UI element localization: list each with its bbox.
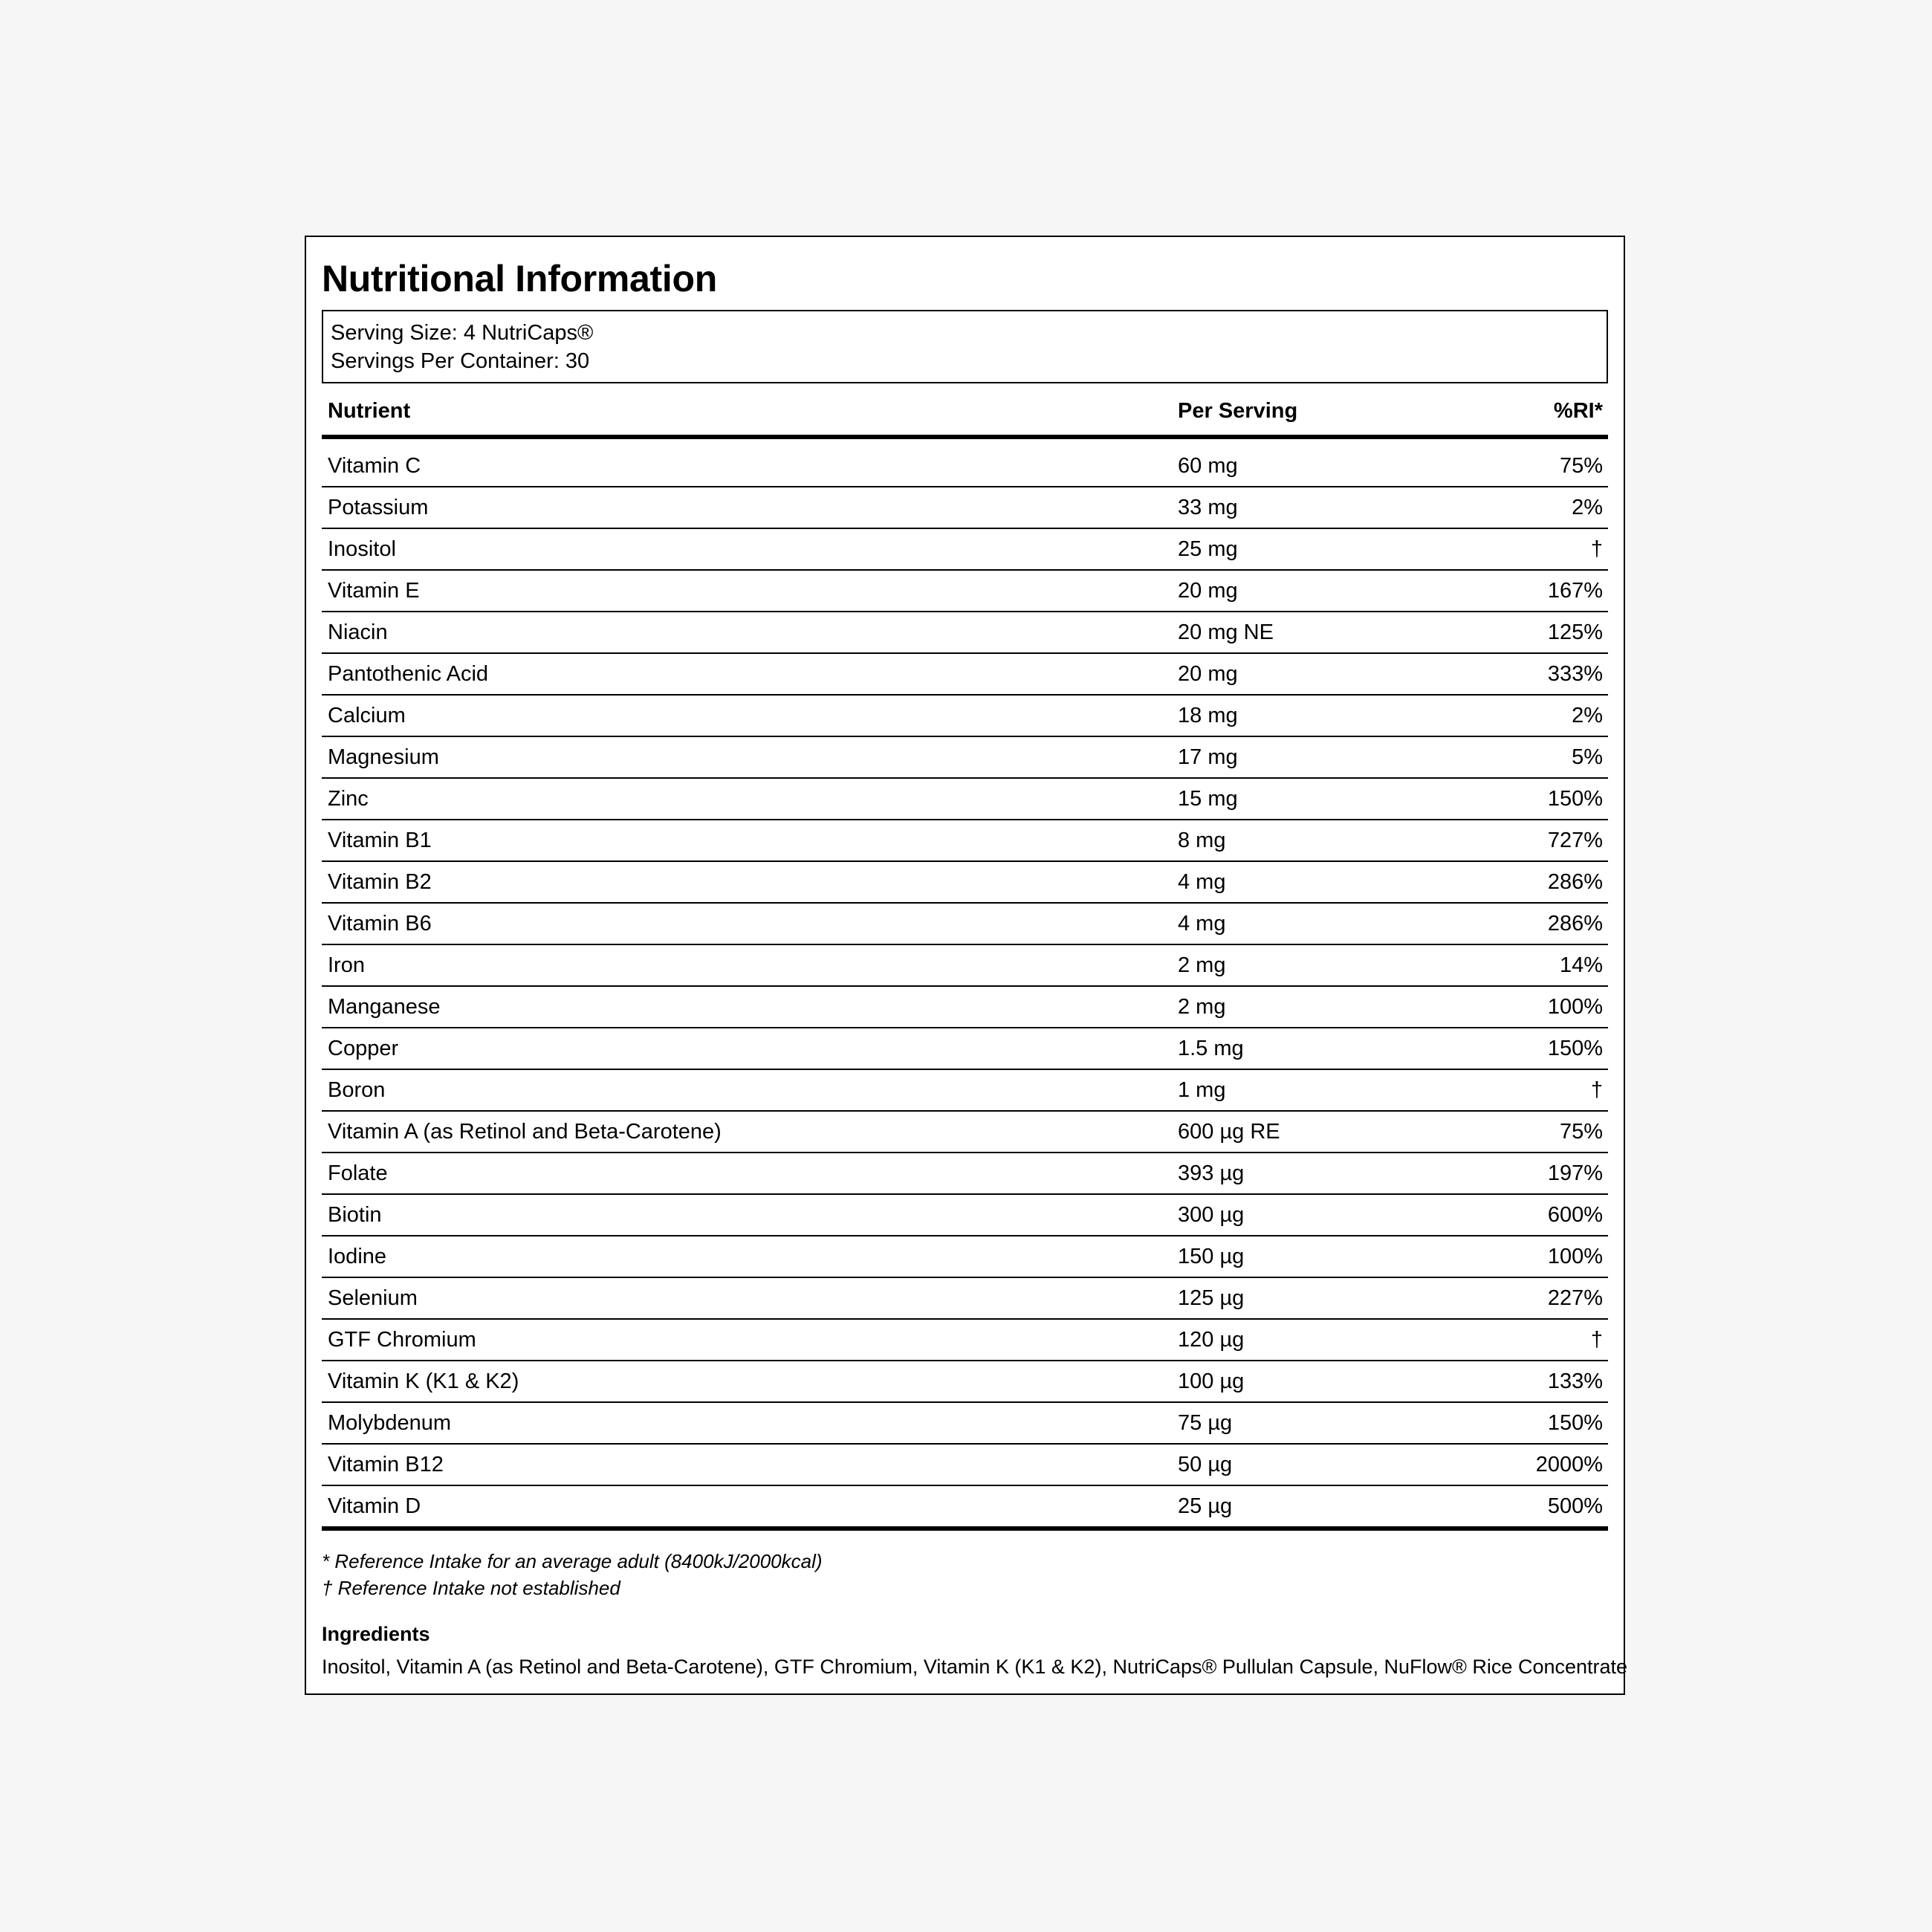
nutrient-ri: 14% [1559, 953, 1603, 977]
nutrient-name: Vitamin A (as Retinol and Beta-Carotene) [328, 1119, 722, 1144]
nutrient-amount: 20 mg NE [1178, 620, 1274, 644]
table-row [322, 1195, 1608, 1236]
nutrition-panel [305, 236, 1628, 1695]
nutrient-name: Folate [328, 1161, 388, 1185]
nutrient-table-body [322, 446, 1608, 1531]
table-row [322, 1236, 1608, 1278]
nutrient-amount: 50 µg [1178, 1452, 1233, 1476]
nutrient-amount: 1 mg [1178, 1077, 1226, 1102]
servings-per-container: Servings Per Container: 30 [331, 349, 590, 373]
table-row [322, 529, 1608, 571]
nutrient-name: Vitamin B12 [328, 1452, 444, 1476]
table-row [322, 1320, 1608, 1361]
table-row [322, 571, 1608, 612]
table-row [322, 904, 1608, 945]
nutrient-amount: 60 mg [1178, 453, 1238, 478]
nutrient-ri: 150% [1547, 1036, 1603, 1060]
table-row [322, 987, 1608, 1028]
table-row [322, 487, 1608, 529]
table-row [322, 1153, 1608, 1195]
nutrient-name: Potassium [328, 495, 429, 519]
table-header [322, 383, 1608, 439]
nutrient-amount: 2 mg [1178, 994, 1226, 1019]
page-title: Nutritional Information [322, 258, 717, 299]
nutrient-amount: 600 µg RE [1178, 1119, 1280, 1144]
ri-footnote: * Reference Intake for an average adult (8400kJ/2000kcal) [322, 1550, 823, 1572]
table-row [322, 779, 1608, 820]
nutrient-ri: 2% [1572, 703, 1603, 727]
nutrient-amount: 125 µg [1178, 1286, 1245, 1310]
nutrient-ri: † [1590, 1327, 1603, 1352]
nutrient-amount: 20 mg [1178, 661, 1238, 686]
nutrient-name: Magnesium [328, 745, 439, 769]
table-row [322, 654, 1608, 696]
nutrient-name: Vitamin C [328, 453, 421, 478]
nutrient-amount: 75 µg [1178, 1410, 1233, 1435]
nutrient-amount: 120 µg [1178, 1327, 1245, 1352]
table-row [322, 1403, 1608, 1445]
nutrient-ri: 286% [1547, 911, 1603, 936]
nutrient-amount: 33 mg [1178, 495, 1238, 519]
dagger-footnote: † Reference Intake not established [322, 1577, 620, 1599]
nutrient-amount: 18 mg [1178, 703, 1238, 727]
nutrient-name: Vitamin B6 [328, 911, 432, 936]
table-row [322, 862, 1608, 904]
nutrient-ri: 75% [1559, 1119, 1603, 1144]
serving-size: Serving Size: 4 NutriCaps® [331, 321, 594, 345]
nutrient-amount: 17 mg [1178, 745, 1238, 769]
nutrient-amount: 4 mg [1178, 869, 1226, 894]
ingredients-list: Inositol, Vitamin A (as Retinol and Beta-Carotene), GTF Chromium, Vitamin K (K1 & K2), NutriCaps® Pullulan Capsule, NuFlow® Rice Concentrate [322, 1656, 1628, 1678]
nutrient-ri: 5% [1572, 745, 1603, 769]
nutrient-name: Iodine [328, 1244, 387, 1268]
table-row [322, 1361, 1608, 1403]
nutrient-amount: 25 µg [1178, 1494, 1233, 1518]
nutrient-name: Niacin [328, 620, 388, 644]
nutrient-name: GTF Chromium [328, 1327, 476, 1352]
nutrient-ri: 150% [1547, 786, 1603, 811]
nutrient-name: Manganese [328, 994, 441, 1019]
table-row [322, 1445, 1608, 1486]
nutrient-ri: 100% [1547, 994, 1603, 1019]
nutrient-amount: 393 µg [1178, 1161, 1245, 1185]
nutrient-ri: 167% [1547, 578, 1603, 603]
nutrient-ri: 2000% [1535, 1452, 1603, 1476]
nutrient-amount: 4 mg [1178, 911, 1226, 936]
nutrient-name: Zinc [328, 786, 369, 811]
nutrient-name: Vitamin D [328, 1494, 421, 1518]
nutrient-amount: 25 mg [1178, 537, 1238, 561]
nutrient-amount: 100 µg [1178, 1369, 1245, 1393]
table-row [322, 696, 1608, 737]
nutrient-ri: 2% [1572, 495, 1603, 519]
nutrient-name: Vitamin E [328, 578, 420, 603]
header-per-serving: Per Serving [1178, 398, 1298, 423]
nutrient-amount: 8 mg [1178, 828, 1226, 852]
nutrient-name: Molybdenum [328, 1410, 452, 1435]
table-row [322, 1278, 1608, 1320]
table-row [322, 446, 1608, 487]
nutrient-ri: † [1590, 537, 1603, 561]
table-row [322, 1028, 1608, 1070]
nutrient-amount: 15 mg [1178, 786, 1238, 811]
nutrient-ri: 286% [1547, 869, 1603, 894]
nutrient-name: Boron [328, 1077, 386, 1102]
footnotes [322, 1548, 1608, 1601]
table-row [322, 945, 1608, 987]
nutrient-name: Biotin [328, 1202, 382, 1227]
nutrient-ri: 727% [1547, 828, 1603, 852]
table-row [322, 1486, 1608, 1531]
nutrient-name: Inositol [328, 537, 396, 561]
table-row [322, 820, 1608, 862]
nutrient-name: Vitamin B1 [328, 828, 432, 852]
nutrient-name: Selenium [328, 1286, 418, 1310]
nutrient-amount: 1.5 mg [1178, 1036, 1244, 1060]
nutrient-name: Calcium [328, 703, 406, 727]
table-row [322, 737, 1608, 779]
nutrient-ri: 125% [1547, 620, 1603, 644]
nutrient-amount: 2 mg [1178, 953, 1226, 977]
serving-info-box [322, 310, 1608, 383]
nutrient-amount: 20 mg [1178, 578, 1238, 603]
nutrient-name: Vitamin B2 [328, 869, 432, 894]
nutrient-ri: 100% [1547, 1244, 1603, 1268]
nutrient-ri: 227% [1547, 1286, 1603, 1310]
nutrient-ri: 500% [1547, 1494, 1603, 1518]
nutrient-amount: 300 µg [1178, 1202, 1245, 1227]
nutrient-ri: 197% [1547, 1161, 1603, 1185]
ingredients-heading: Ingredients [322, 1623, 430, 1645]
nutrient-ri: 333% [1547, 661, 1603, 686]
table-row [322, 1112, 1608, 1153]
nutrient-name: Vitamin K (K1 & K2) [328, 1369, 519, 1393]
nutrient-ri: † [1590, 1077, 1603, 1102]
table-row [322, 1070, 1608, 1112]
nutrient-ri: 150% [1547, 1410, 1603, 1435]
header-ri: %RI* [1553, 398, 1603, 423]
nutrient-name: Iron [328, 953, 365, 977]
header-nutrient: Nutrient [328, 398, 411, 423]
nutrient-ri: 600% [1547, 1202, 1603, 1227]
table-row [322, 612, 1608, 654]
nutrient-name: Copper [328, 1036, 399, 1060]
nutrient-ri: 75% [1559, 453, 1603, 478]
nutrient-ri: 133% [1547, 1369, 1603, 1393]
nutrient-name: Pantothenic Acid [328, 661, 489, 686]
nutrient-amount: 150 µg [1178, 1244, 1245, 1268]
